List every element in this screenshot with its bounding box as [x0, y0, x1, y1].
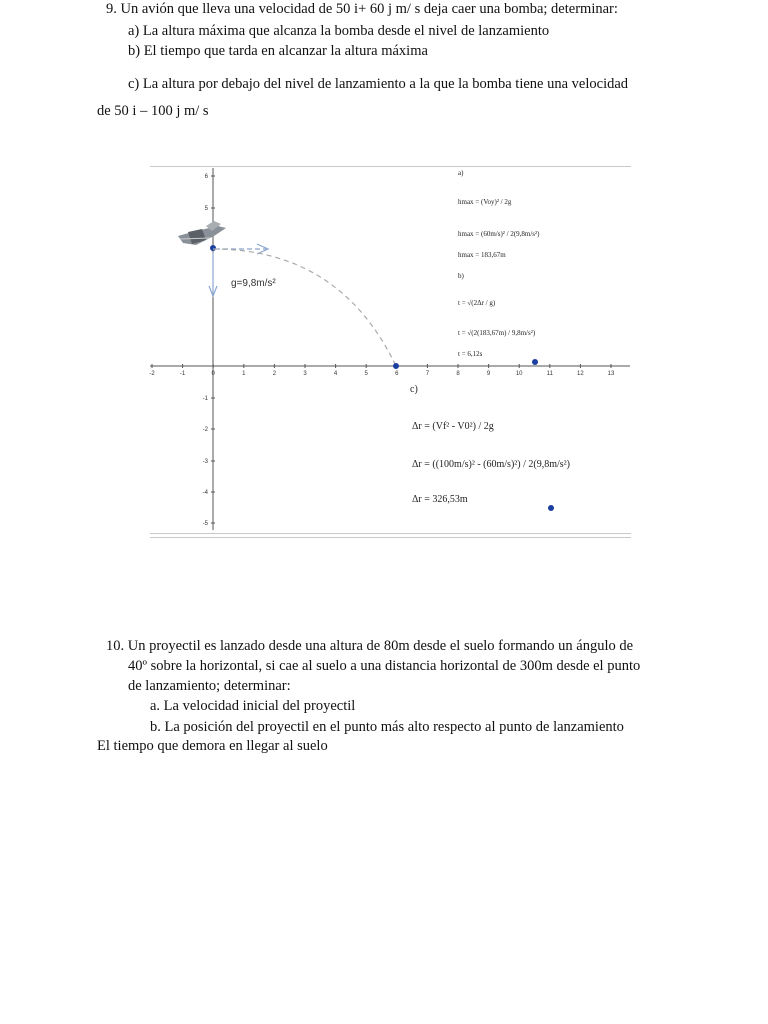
- y-tick-label: 6: [204, 174, 208, 180]
- x-tick-label: 8: [456, 371, 460, 377]
- launch-point: [210, 245, 216, 251]
- gravity-label: g=9,8m/s²: [231, 278, 276, 289]
- x-tick-label: 0: [211, 371, 215, 377]
- x-tick-label: 6: [395, 371, 399, 377]
- solution-c-result: Δr = 326,53m: [412, 494, 468, 505]
- figure-bottom-rule-1: [150, 533, 631, 534]
- problem-9-item-c: c) La altura por debajo del nivel de lanzamiento a la que la bomba tiene una velocidad: [128, 76, 629, 92]
- solution-b-result: t = 6,12s: [458, 350, 483, 358]
- x-tick-label: 12: [577, 371, 584, 377]
- problem-10-item-b: b. La posición del proyectil en el punto más alto respecto al punto de lanzamiento: [150, 719, 624, 735]
- problem-10-heading-line-2: 40º sobre la horizontal, si cae al suelo a una distancia horizontal de 300m desde el punto: [128, 658, 641, 674]
- problem-9-item-c-continued: de 50 i – 100 j m/ s: [97, 103, 209, 119]
- figure-bottom-rule-2: [150, 537, 631, 538]
- solution-b-substitution: t = √(2(183,67m) / 9,8m/s²): [458, 329, 536, 337]
- x-tick-label: 11: [546, 371, 553, 377]
- problem-10-item-c: El tiempo que demora en llegar al suelo: [97, 738, 328, 754]
- x-tick-label: 1: [242, 371, 246, 377]
- problem-9-item-b: b) El tiempo que tarda en alcanzar la altura máxima: [128, 43, 428, 59]
- solution-c-label: c): [410, 384, 418, 395]
- y-tick-label: 5: [204, 206, 208, 212]
- solution-b-formula: t = √(2Δr / g): [458, 299, 496, 307]
- point-marker-lower-right: [548, 505, 554, 511]
- point-marker-upper-right: [532, 359, 538, 365]
- impact-point: [393, 363, 399, 369]
- x-tick-label: 10: [515, 371, 523, 377]
- problem-9-item-a: a) La altura máxima que alcanza la bomba desde el nivel de lanzamiento: [128, 23, 550, 39]
- x-tick-label: 2: [272, 371, 277, 377]
- solution-a-label: a): [458, 169, 464, 177]
- solution-a-result: hmax = 183,67m: [458, 251, 506, 259]
- problem-10-item-a: a. La velocidad inicial del proyectil: [150, 698, 356, 714]
- y-tick-label: -5: [202, 521, 208, 527]
- solution-c-substitution: Δr = ((100m/s)² - (60m/s)²) / 2(9,8m/s²): [412, 459, 570, 470]
- x-tick-label: 5: [364, 371, 368, 377]
- solution-a-formula: hmax = (Voy)² / 2g: [458, 198, 512, 206]
- y-tick-label: -1: [202, 396, 208, 402]
- x-tick-label: 9: [486, 371, 491, 377]
- y-tick-label: -3: [202, 459, 208, 465]
- problem-9-heading: 9. Un avión que lleva una velocidad de 50 i+ 60 j m/ s deja caer una bomba; determinar:: [106, 1, 618, 17]
- solution-b-label: b): [458, 272, 464, 280]
- x-tick-label: -2: [149, 371, 155, 377]
- problem-10-heading: 10. Un proyectil es lanzado desde una altura de 80m desde el suelo formando un ángulo de: [106, 638, 634, 654]
- x-tick-label: 3: [303, 371, 307, 377]
- solution-c-formula: Δr = (Vf² - V0²) / 2g: [412, 421, 494, 432]
- x-tick-label: -1: [179, 371, 186, 377]
- problem-10-heading-line-3: de lanzamiento; determinar:: [128, 678, 291, 694]
- x-tick-label: 4: [333, 371, 338, 377]
- trajectory-curve: [213, 249, 396, 366]
- airplane-icon: [178, 221, 226, 245]
- y-tick-label: -4: [202, 490, 208, 496]
- y-tick-label: -2: [202, 427, 208, 433]
- x-tick-label: 13: [607, 371, 615, 377]
- x-tick-label: 7: [425, 371, 430, 377]
- solution-a-substitution: hmax = (60m/s)² / 2(9,8m/s²): [458, 230, 540, 238]
